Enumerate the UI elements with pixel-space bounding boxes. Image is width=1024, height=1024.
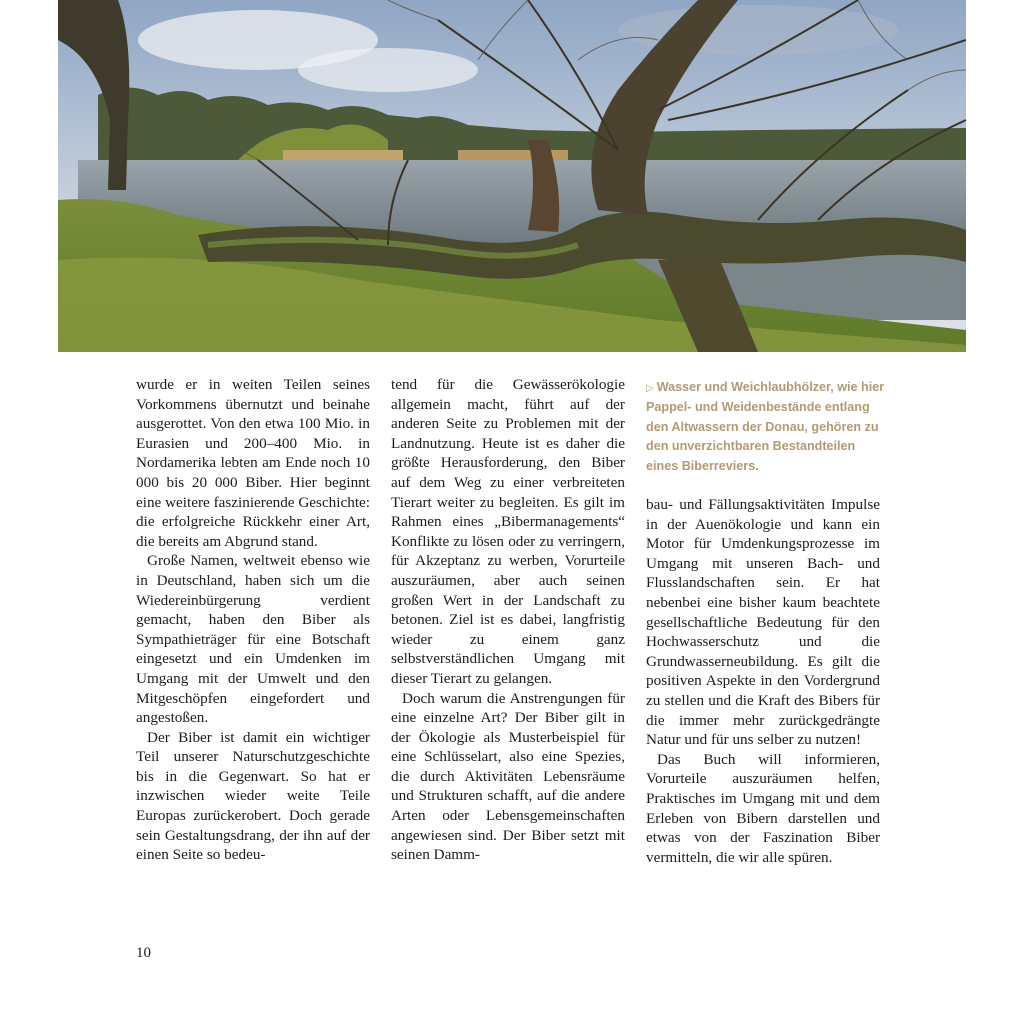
photo-caption	[646, 378, 886, 476]
photo-caption-text: Wasser und Weichlaubhölzer, wie hier Pappel- und Weidenbestände entlang den Altwassern der Donau, gehören zu den unverzichtbaren Bestandteilen eines Biberreviers.	[646, 380, 885, 473]
landscape-photo	[58, 0, 966, 352]
text-column-2	[391, 375, 625, 865]
paragraph: wurde er in weiten Teilen seines Vorkommens übernutzt und beinahe ausgerottet. Von den etwa 100 Mio. in Eurasien und 200–400 Mio. in Nordamerika lebten am Ende noch 10 000 bis 20 000 Biber. Hier beginnt eine weitere faszinierende Geschichte: die erfolgreiche Rückkehr einer Art, die bereits am Abgrund stand.	[136, 376, 371, 550]
paragraph: tend für die Gewässerökologie allgemein macht, führt auf der anderen Seite zu Problemen mit der Landnutzung. Heute ist es daher die größte Herausforderung, den Biber auf dem Weg zu einer verbreiteten Tierart weiter zu begleiten. Es gilt im Rahmen eines „Bibermanagements“ Konflikte zu lösen oder zu verringern, für Akzeptanz zu werben, Vorurteile auszuräumen, aber auch seinen großen Wert in der Landschaft zu betonen. Ziel ist es dabei, langfristig wieder zu einem ganz selbstverständlichen Umgang mit dieser Tierart zu gelangen.	[391, 376, 625, 687]
paragraph: Große Namen, weltweit ebenso wie in Deutschland, haben sich um die Wiedereinbürgerung verdient gemacht, haben den Biber als Sympathieträger für eine Botschaft eingesetzt und ein Umdenken im Umgang mit der Umwelt und den Mitgeschöpfen eingefordert und angestoßen.	[136, 552, 370, 727]
text-column-1	[136, 375, 370, 865]
text-column-3	[646, 495, 880, 867]
landscape-photo-graphic	[58, 0, 966, 352]
paragraph: Doch warum die Anstrengungen für eine einzelne Art? Der Biber gilt in der Ökologie als Musterbeispiel für eine Schlüsselart, also eine Spezies, die durch Aktivitäten Lebensräume und Strukturen schafft, auf die andere Arten oder Lebensgemeinschaften angewiesen sind. Der Biber setzt mit seinen Damm-	[391, 689, 625, 864]
page-number: 10	[136, 945, 151, 961]
paragraph: Der Biber ist damit ein wichtiger Teil unserer Naturschutzgeschichte bis in die Gegenwart. So hat er inzwischen wieder weite Teile Europas zurückerobert. Doch gerade sein Gestaltungsdrang, der ihn auf der einen Seite so bedeu-	[136, 728, 370, 864]
paragraph: bau- und Fällungsaktivitäten Impulse in der Auenökologie und kann ein Motor für Umdenkungsprozesse im Umgang mit unseren Bach- und Flusslandschaften sein. Er hat nebenbei eine bisher kaum beachtete gesellschaftliche Bedeutung für den Hochwasserschutz und die Grundwasserneubildung. Es gilt die positiven Aspekte in den Vordergrund zu stellen und die Kraft des Bibers für die immer mehr zurückgedrängte Natur und für uns selber zu nutzen!	[646, 496, 880, 749]
triangle-marker-icon: ▷	[646, 383, 654, 394]
paragraph: Das Buch will informieren, Vorurteile auszuräumen helfen, Praktisches im Umgang mit und dem Erleben von Bibern darstellen und etwas von der Faszination Biber vermitteln, die wir alle spüren.	[646, 750, 880, 866]
